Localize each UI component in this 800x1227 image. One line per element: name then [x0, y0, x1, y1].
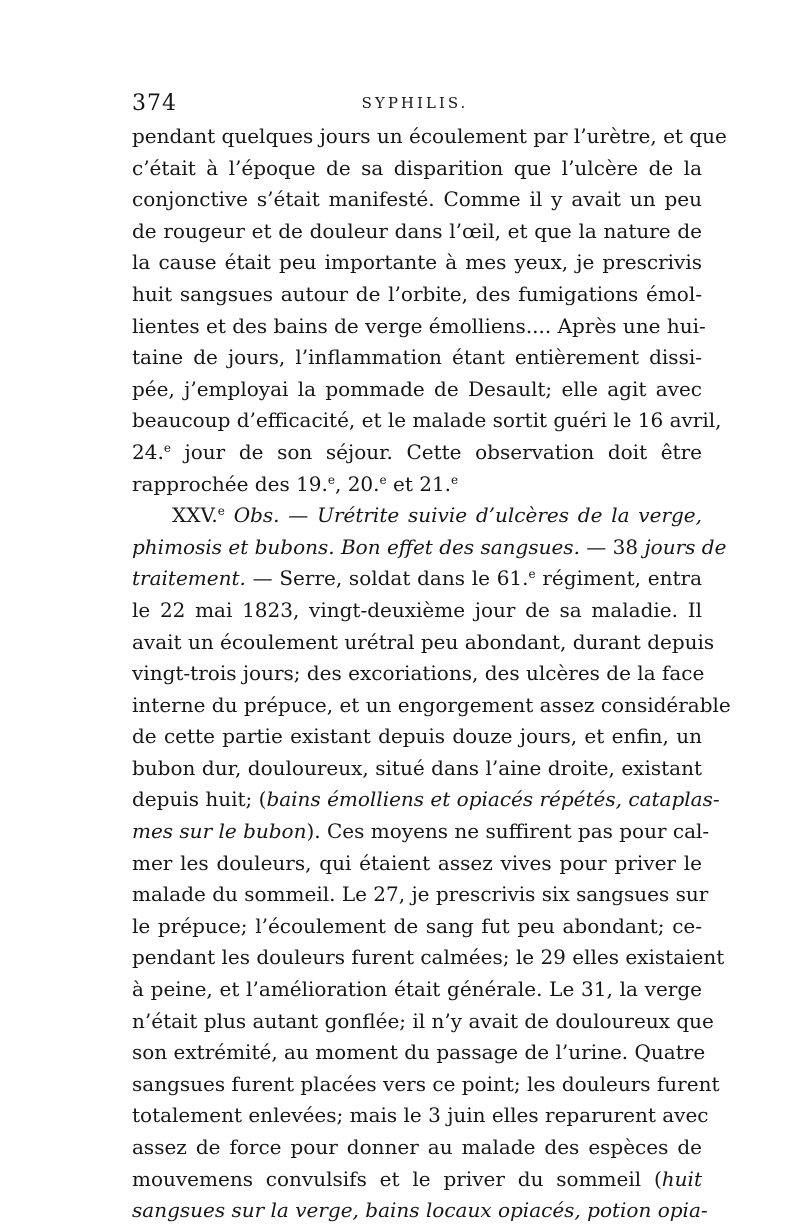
text-run: de cette partie existant depuis douze jours, et enfin, un — [132, 724, 702, 749]
text-line — [132, 437, 702, 469]
text-line — [132, 469, 702, 501]
text-run: et 21. — [386, 471, 452, 496]
text-line — [132, 1100, 709, 1132]
text-line — [132, 721, 702, 753]
text-line — [132, 121, 727, 153]
text-run: taine de jours, l’inflammation étant entièrement dissi- — [132, 345, 702, 370]
italic-text: huit — [661, 1166, 702, 1191]
text-line — [132, 595, 702, 627]
italic-text: jours de — [644, 534, 727, 559]
superscript: e — [327, 472, 335, 487]
text-line — [132, 374, 702, 406]
text-line — [132, 1037, 706, 1069]
text-run: le prépuce; l’écoulement de sang fut peu abondant; ce- — [132, 913, 702, 938]
text-run: totalement enlevées; mais le 3 juin elles reparurent avec — [132, 1103, 709, 1128]
text-line — [132, 658, 705, 690]
text-run: conjonctive s’était manifesté. Comme il y avait un peu — [132, 187, 702, 212]
text-run: malade du sommeil. Le 27, je prescrivis six sangsues sur — [132, 882, 709, 907]
text-run: pendant les douleurs furent calmées; le 29 elles existaient — [132, 945, 725, 970]
text-run: 24. — [132, 439, 164, 464]
text-run: jour de son séjour. Cette observation doit être — [170, 439, 702, 464]
text-run: avait un écoulement urétral peu abondant, durant depuis — [132, 629, 715, 654]
text-line — [132, 784, 720, 816]
text-line — [132, 563, 702, 595]
text-line — [132, 816, 710, 848]
text-line — [132, 184, 702, 216]
text-run: lientes et des bains de verge émolliens.... Après une hui- — [132, 313, 706, 338]
italic-text: Obs. — Urétrite suivie d’ulcères de la verge, — [233, 503, 702, 528]
text-line — [132, 405, 722, 437]
italic-text: mes sur le bubon — [132, 819, 307, 844]
text-run — [225, 503, 234, 527]
superscript: e — [217, 504, 225, 519]
text-line — [132, 879, 709, 911]
body-text — [132, 121, 731, 1227]
text-run: son extrémité, au moment du passage de l’urine. Quatre — [132, 1040, 706, 1065]
superscript: e — [528, 567, 536, 582]
text-run: le 22 mai 1823, vingt-deuxième jour de sa maladie. Il — [132, 597, 702, 622]
text-line — [132, 753, 702, 785]
text-run: régiment, entra — [535, 566, 703, 591]
text-run: bubon dur, douloureux, situé dans l’aine droite, existant — [132, 755, 702, 780]
text-line — [132, 911, 702, 943]
text-run: rapprochée des 19. — [132, 471, 328, 496]
text-run: sangsues furent placées vers ce point; les douleurs furent — [132, 1071, 720, 1096]
text-line — [132, 627, 715, 659]
text-line — [132, 974, 702, 1006]
text-run: c’était à l’époque de sa disparition que l’ulcère de la — [132, 155, 702, 180]
text-line — [132, 690, 731, 722]
text-run: vingt-trois jours; des excoriations, des ulcères de la face — [132, 661, 705, 686]
text-line — [132, 1132, 702, 1164]
text-line — [132, 1006, 714, 1038]
text-run: la cause était peu importante à mes yeux, je prescrivis — [132, 250, 702, 275]
text-line — [132, 848, 702, 880]
text-line — [132, 500, 702, 532]
text-run: depuis huit; ( — [132, 787, 267, 812]
italic-text: phimosis et bubons. Bon effet des sangsues. — [132, 534, 580, 559]
italic-text: traitement. — [132, 566, 246, 591]
text-line — [132, 342, 702, 374]
text-run: mer les douleurs, qui étaient assez vives pour priver le — [132, 850, 702, 875]
text-run: mouvemens convulsifs et le priver du sommeil ( — [132, 1166, 662, 1191]
text-run: huit sangsues autour de l’orbite, des fumigations émol- — [132, 281, 702, 306]
italic-text: bains émolliens et opiacés répétés, cataplas- — [266, 787, 720, 812]
italic-text: sangsues sur la verge, bains locaux opiacés, potion opia- — [132, 1198, 708, 1223]
text-run: — 38 — [579, 534, 645, 559]
running-title: SYPHILIS. — [361, 94, 469, 112]
text-line — [132, 247, 702, 279]
superscript: e — [163, 440, 171, 455]
page-header — [132, 91, 698, 121]
text-run: , 20. — [334, 471, 380, 496]
text-run: n’était plus autant gonflée; il n’y avait de douloureux que — [132, 1008, 714, 1033]
text-run: interne du prépuce, et un engorgement assez considérable — [132, 692, 731, 717]
text-line — [132, 1195, 708, 1227]
text-run: ). Ces moyens ne suffirent pas pour cal- — [306, 819, 710, 844]
text-run: — Serre, soldat dans le 61. — [245, 566, 529, 591]
text-run: de rougeur et de douleur dans l’œil, et que la nature de — [132, 218, 702, 243]
superscript: e — [379, 472, 387, 487]
text-line — [132, 216, 702, 248]
text-line — [132, 153, 702, 185]
text-run: XXV. — [172, 503, 218, 528]
page-number: 374 — [132, 91, 177, 116]
text-line — [132, 1069, 720, 1101]
text-run: pée, j’employai la pommade de Desault; elle agit avec — [132, 376, 702, 401]
text-run: pendant quelques jours un écoulement par l’urètre, et que — [132, 124, 727, 148]
text-run: à peine, et l’amélioration était générale. Le 31, la verge — [132, 977, 702, 1002]
text-line — [132, 1164, 702, 1196]
text-run: beaucoup d’efficacité, et le malade sortit guéri le 16 avril, — [132, 408, 722, 433]
text-run: assez de force pour donner au malade des espèces de — [132, 1135, 702, 1159]
text-line — [132, 279, 702, 311]
text-line — [132, 311, 706, 343]
superscript: e — [451, 472, 459, 487]
text-line — [132, 942, 725, 974]
text-line — [132, 532, 727, 564]
